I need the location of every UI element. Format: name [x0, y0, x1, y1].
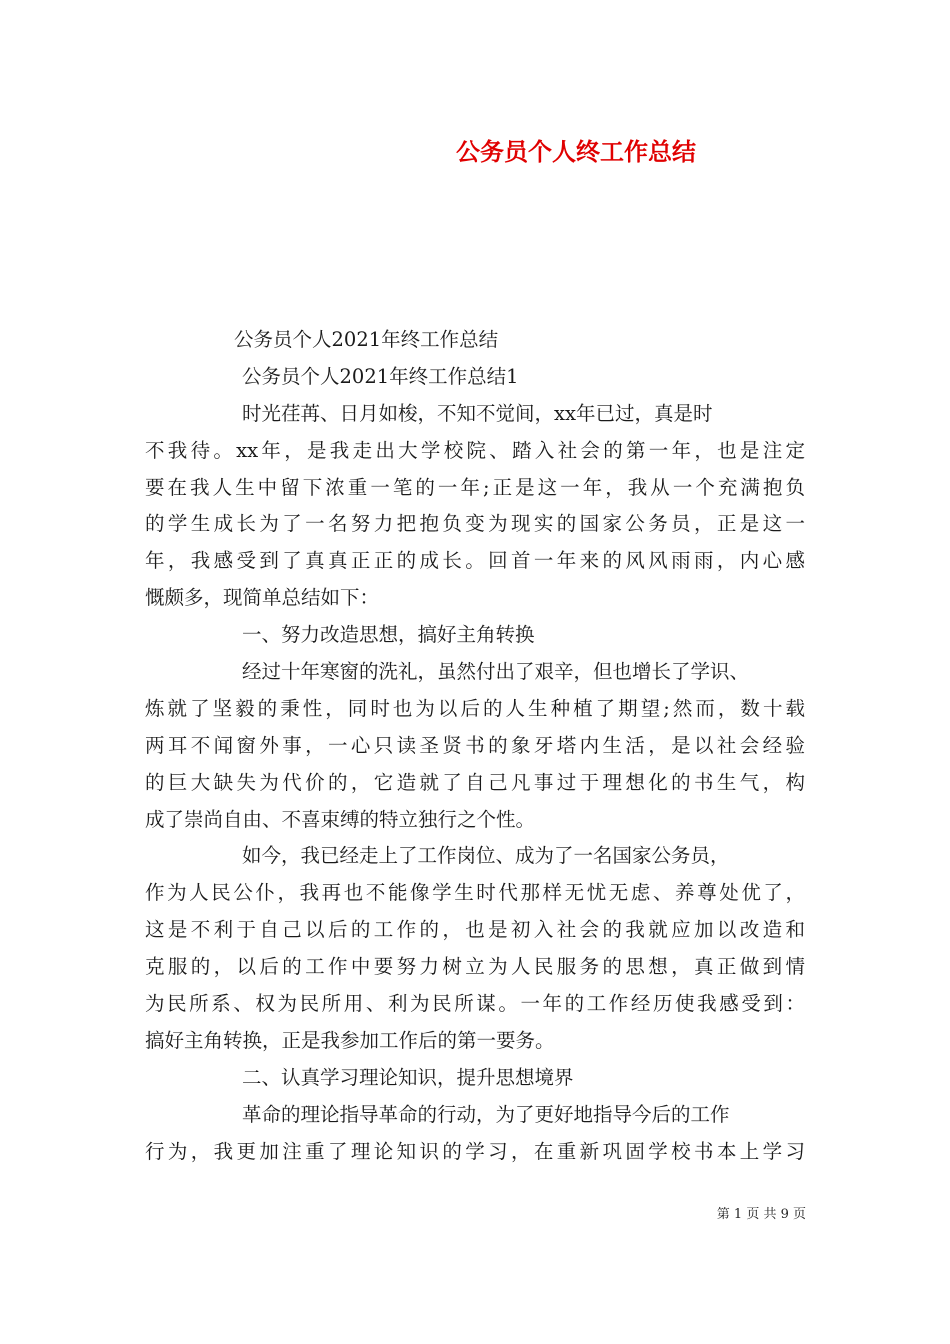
document-title: 公务员个人终工作总结: [456, 138, 696, 166]
paragraph-line: 行为，我更加注重了理论知识的学习，在重新巩固学校书本上学习: [145, 1139, 805, 1163]
paragraph-line: 经过十年寒窗的洗礼，虽然付出了艰辛，但也增长了学识、: [242, 660, 750, 684]
document-body: [145, 322, 805, 1170]
paragraph-line: 如今，我已经走上了工作岗位、成为了一名国家公务员，: [242, 844, 730, 868]
paragraph-line: 这是不利于自己以后的工作的，也是初入社会的我就应加以改造和: [145, 918, 805, 942]
heading-two: 二、认真学习理论知识，提升思想境界: [242, 1065, 574, 1089]
paragraph-line: 两耳不闻窗外事，一心只读圣贤书的象牙塔内生活，是以社会经验: [145, 733, 805, 757]
paragraph-line: 搞好主角转换，正是我参加工作后的第一要务。: [145, 1028, 555, 1052]
page-number-footer: 第 1 页 共 9 页: [716, 1207, 806, 1222]
paragraph-line: 慨颇多，现简单总结如下：: [145, 586, 380, 610]
section-heading-line: 公务员个人2021年终工作总结1: [242, 364, 519, 388]
heading-one: 一、努力改造思想，搞好主角转换: [242, 623, 535, 647]
paragraph-line: 炼就了坚毅的秉性，同时也为以后的人生种植了期望;然而，数十载: [145, 696, 805, 720]
paragraph-line: 的学生成长为了一名努力把抱负变为现实的国家公务员，正是这一: [145, 512, 805, 536]
paragraph-line: 年，我感受到了真真正正的成长。回首一年来的风风雨雨，内心感: [145, 549, 805, 573]
paragraph-line: 的巨大缺失为代价的，它造就了自己凡事过于理想化的书生气，构: [145, 770, 805, 794]
paragraph-line: 作为人民公仆，我再也不能像学生时代那样无忧无虑、养尊处优了，: [145, 881, 805, 905]
paragraph-line: 要在我人生中留下浓重一笔的一年;正是这一年，我从一个充满抱负: [145, 475, 805, 499]
paragraph-line: 时光荏苒、日月如梭，不知不觉间，xx年已过，真是时: [242, 401, 713, 425]
paragraph-line: 克服的，以后的工作中要努力树立为人民服务的思想，真正做到情: [145, 955, 805, 979]
paragraph-line: 革命的理论指导革命的行动，为了更好地指导今后的工作: [242, 1102, 730, 1126]
paragraph-line: 为民所系、权为民所用、利为民所谋。一年的工作经历使我感受到：: [145, 992, 805, 1016]
paragraph-line: 不我待。xx年，是我走出大学校院、踏入社会的第一年，也是注定: [145, 438, 805, 462]
subtitle-line: 公务员个人2021年终工作总结: [234, 328, 499, 351]
paragraph-line: 成了崇尚自由、不喜束缚的特立独行之个性。: [145, 807, 536, 831]
